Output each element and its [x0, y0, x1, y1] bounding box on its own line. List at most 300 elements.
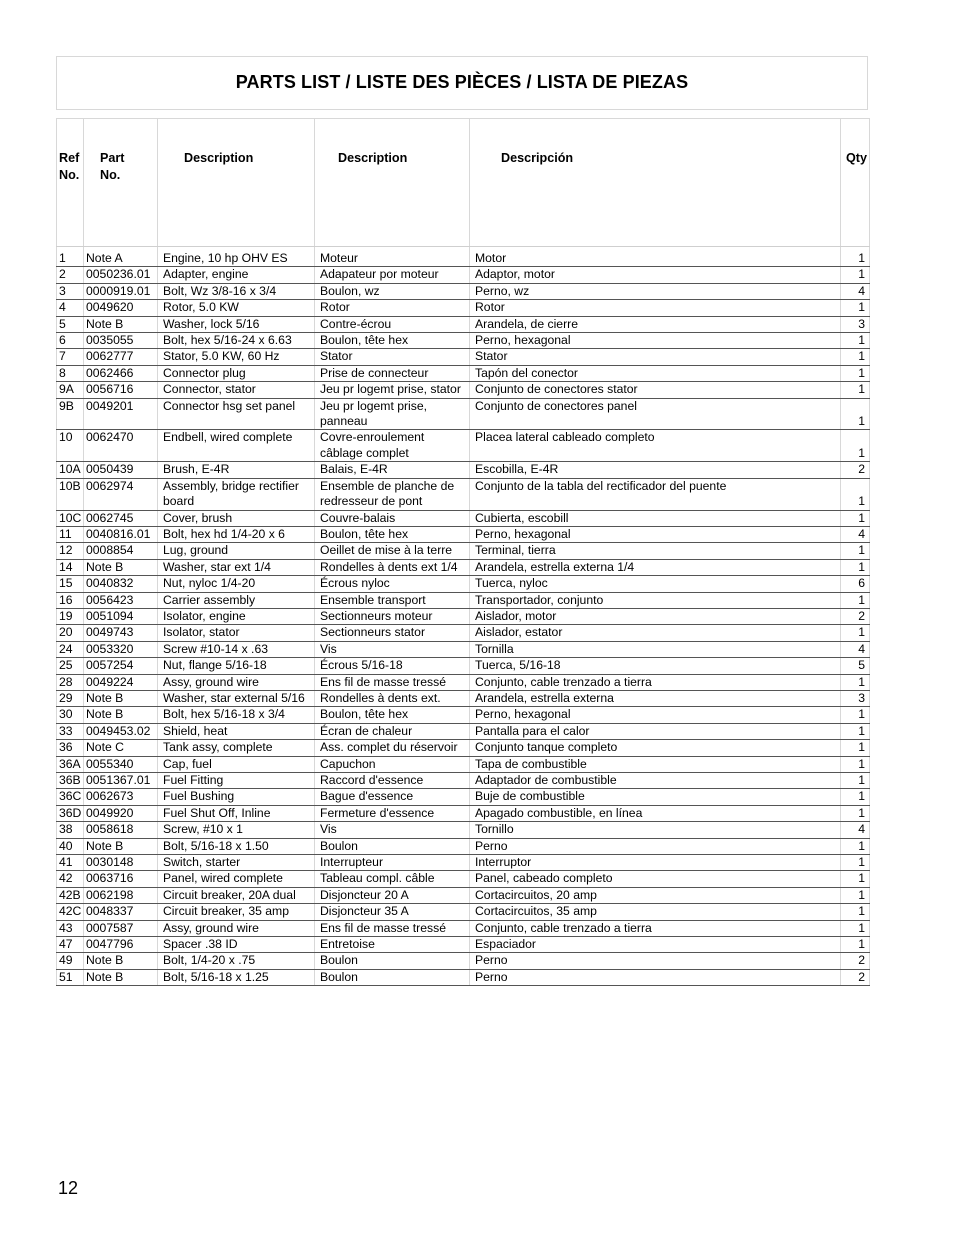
cell-part-no: 0049743: [84, 625, 158, 641]
cell-description-en: Bolt, 5/16-18 x 1.50: [158, 838, 315, 854]
cell-description-en: Connector plug: [158, 365, 315, 381]
cell-ref-no: 36B: [57, 773, 84, 789]
cell-description-es: Pantalla para el calor: [470, 723, 841, 739]
cell-part-no: 0000919.01: [84, 283, 158, 299]
cell-ref-no: 7: [57, 349, 84, 365]
cell-qty: 1: [841, 247, 870, 267]
cell-description-fr: Capuchon: [315, 756, 470, 772]
cell-qty: 1: [841, 543, 870, 559]
cell-qty: 1: [841, 510, 870, 526]
cell-part-no: 0007587: [84, 920, 158, 936]
cell-qty: 2: [841, 953, 870, 969]
cell-description-fr: Disjoncteur 35 A: [315, 904, 470, 920]
cell-description-es: Tuerca, nyloc: [470, 576, 841, 592]
table-row: [57, 805, 870, 821]
cell-part-no: Note B: [84, 838, 158, 854]
table-row: [57, 526, 870, 542]
cell-qty: 1: [841, 855, 870, 871]
cell-description-fr: Ens fil de masse tressé: [315, 674, 470, 690]
table-row: [57, 904, 870, 920]
table-row: [57, 592, 870, 608]
cell-ref-no: 2: [57, 267, 84, 283]
cell-part-no: 0049224: [84, 674, 158, 690]
cell-description-fr: Couvre-balais: [315, 510, 470, 526]
header-ref-no: Ref No.: [57, 119, 84, 247]
cell-part-no: Note B: [84, 316, 158, 332]
table-row: [57, 773, 870, 789]
cell-description-es: Arandela, estrella externa 1/4: [470, 559, 841, 575]
cell-description-es: Tornilla: [470, 641, 841, 657]
cell-ref-no: 5: [57, 316, 84, 332]
cell-description-es: Perno, hexagonal: [470, 333, 841, 349]
cell-description-es: Conjunto de conectores panel: [470, 398, 841, 430]
table-row: [57, 365, 870, 381]
cell-qty: 1: [841, 723, 870, 739]
table-row: [57, 478, 870, 510]
table-row: [57, 658, 870, 674]
cell-part-no: 0062745: [84, 510, 158, 526]
cell-ref-no: 36D: [57, 805, 84, 821]
table-row: [57, 300, 870, 316]
cell-description-en: Cap, fuel: [158, 756, 315, 772]
cell-part-no: 0062198: [84, 887, 158, 903]
cell-ref-no: 3: [57, 283, 84, 299]
cell-qty: 1: [841, 267, 870, 283]
cell-description-es: Arandela, estrella externa: [470, 690, 841, 706]
cell-ref-no: 33: [57, 723, 84, 739]
cell-ref-no: 29: [57, 690, 84, 706]
cell-ref-no: 43: [57, 920, 84, 936]
cell-description-fr: Interrupteur: [315, 855, 470, 871]
cell-description-en: Fuel Fitting: [158, 773, 315, 789]
table-row: [57, 316, 870, 332]
cell-description-es: Panel, cabeado completo: [470, 871, 841, 887]
cell-description-es: Perno, wz: [470, 283, 841, 299]
cell-description-fr: Oeillet de mise à la terre: [315, 543, 470, 559]
cell-description-es: Perno: [470, 838, 841, 854]
cell-qty: 1: [841, 300, 870, 316]
cell-description-en: Circuit breaker, 35 amp: [158, 904, 315, 920]
cell-qty: 4: [841, 283, 870, 299]
cell-description-es: Espaciador: [470, 937, 841, 953]
cell-qty: 1: [841, 333, 870, 349]
cell-ref-no: 9B: [57, 398, 84, 430]
cell-description-es: Cubierta, escobill: [470, 510, 841, 526]
table-row: [57, 430, 870, 462]
cell-part-no: 0040832: [84, 576, 158, 592]
cell-description-fr: Rondelles à dents ext 1/4: [315, 559, 470, 575]
cell-part-no: 0058618: [84, 822, 158, 838]
table-row: [57, 559, 870, 575]
cell-ref-no: 42: [57, 871, 84, 887]
table-row: [57, 871, 870, 887]
cell-description-fr: Vis: [315, 641, 470, 657]
cell-description-fr: Ass. complet du réservoir: [315, 740, 470, 756]
cell-description-fr: Covre-enroulement câblage complet: [315, 430, 470, 462]
cell-qty: 4: [841, 822, 870, 838]
cell-description-fr: Fermeture d'essence: [315, 805, 470, 821]
cell-qty: 1: [841, 478, 870, 510]
table-row: [57, 740, 870, 756]
cell-part-no: Note B: [84, 690, 158, 706]
cell-description-en: Fuel Shut Off, Inline: [158, 805, 315, 821]
cell-description-es: Placea lateral cableado completo: [470, 430, 841, 462]
cell-ref-no: 36: [57, 740, 84, 756]
table-row: [57, 462, 870, 478]
cell-ref-no: 6: [57, 333, 84, 349]
table-row: [57, 543, 870, 559]
cell-description-fr: Sectionneurs moteur: [315, 608, 470, 624]
cell-qty: 1: [841, 838, 870, 854]
cell-description-en: Bolt, 1/4-20 x .75: [158, 953, 315, 969]
cell-ref-no: 10C: [57, 510, 84, 526]
cell-qty: 1: [841, 740, 870, 756]
cell-ref-no: 41: [57, 855, 84, 871]
cell-ref-no: 38: [57, 822, 84, 838]
cell-ref-no: 19: [57, 608, 84, 624]
cell-ref-no: 1: [57, 247, 84, 267]
cell-description-es: Stator: [470, 349, 841, 365]
cell-description-fr: Jeu pr logemt prise, stator: [315, 382, 470, 398]
header-description-es: Descripción: [470, 119, 841, 247]
cell-part-no: 0008854: [84, 543, 158, 559]
cell-description-en: Bolt, hex 5/16-24 x 6.63: [158, 333, 315, 349]
cell-description-en: Switch, starter: [158, 855, 315, 871]
table-row: [57, 887, 870, 903]
cell-qty: 1: [841, 430, 870, 462]
cell-description-en: Screw, #10 x 1: [158, 822, 315, 838]
cell-description-fr: Sectionneurs stator: [315, 625, 470, 641]
cell-part-no: 0050236.01: [84, 267, 158, 283]
table-row: [57, 510, 870, 526]
table-row: [57, 382, 870, 398]
table-row: [57, 855, 870, 871]
cell-description-fr: Écrous 5/16-18: [315, 658, 470, 674]
cell-qty: 3: [841, 316, 870, 332]
cell-description-es: Terminal, tierra: [470, 543, 841, 559]
table-row: [57, 789, 870, 805]
cell-part-no: 0062673: [84, 789, 158, 805]
cell-description-es: Perno, hexagonal: [470, 526, 841, 542]
cell-description-fr: Contre-écrou: [315, 316, 470, 332]
cell-description-fr: Ensemble transport: [315, 592, 470, 608]
cell-ref-no: 36C: [57, 789, 84, 805]
cell-description-es: Cortacircuitos, 20 amp: [470, 887, 841, 903]
cell-description-en: Rotor, 5.0 KW: [158, 300, 315, 316]
table-row: [57, 247, 870, 267]
cell-description-es: Conjunto, cable trenzado a tierra: [470, 920, 841, 936]
table-header-row: [57, 119, 870, 247]
cell-description-en: Isolator, engine: [158, 608, 315, 624]
cell-ref-no: 42B: [57, 887, 84, 903]
cell-description-en: Fuel Bushing: [158, 789, 315, 805]
cell-qty: 1: [841, 756, 870, 772]
table-row: [57, 707, 870, 723]
cell-description-en: Lug, ground: [158, 543, 315, 559]
cell-part-no: 0049201: [84, 398, 158, 430]
cell-description-fr: Ens fil de masse tressé: [315, 920, 470, 936]
cell-description-en: Washer, star external 5/16: [158, 690, 315, 706]
cell-description-fr: Moteur: [315, 247, 470, 267]
table-row: [57, 937, 870, 953]
cell-qty: 4: [841, 641, 870, 657]
cell-ref-no: 20: [57, 625, 84, 641]
cell-part-no: 0035055: [84, 333, 158, 349]
cell-description-fr: Écran de chaleur: [315, 723, 470, 739]
cell-description-es: Tuerca, 5/16-18: [470, 658, 841, 674]
cell-description-es: Tapón del conector: [470, 365, 841, 381]
cell-description-fr: Boulon, tête hex: [315, 707, 470, 723]
table-row: [57, 576, 870, 592]
table-row: [57, 641, 870, 657]
table-row: [57, 953, 870, 969]
cell-part-no: Note A: [84, 247, 158, 267]
cell-description-es: Conjunto de conectores stator: [470, 382, 841, 398]
cell-description-en: Bolt, 5/16-18 x 1.25: [158, 969, 315, 985]
table-row: [57, 756, 870, 772]
cell-qty: 2: [841, 969, 870, 985]
parts-table-body: [57, 247, 870, 986]
cell-part-no: 0062466: [84, 365, 158, 381]
header-qty: Qty: [841, 119, 870, 247]
cell-part-no: 0049453.02: [84, 723, 158, 739]
cell-description-fr: Tableau compl. câble: [315, 871, 470, 887]
cell-part-no: Note B: [84, 969, 158, 985]
cell-qty: 1: [841, 871, 870, 887]
cell-description-en: Bolt, hex 5/16-18 x 3/4: [158, 707, 315, 723]
cell-part-no: 0049920: [84, 805, 158, 821]
cell-description-en: Adapter, engine: [158, 267, 315, 283]
cell-part-no: 0062974: [84, 478, 158, 510]
cell-description-fr: Entretoise: [315, 937, 470, 953]
cell-description-en: Isolator, stator: [158, 625, 315, 641]
cell-description-en: Stator, 5.0 KW, 60 Hz: [158, 349, 315, 365]
cell-description-es: Conjunto tanque completo: [470, 740, 841, 756]
cell-ref-no: 51: [57, 969, 84, 985]
cell-qty: 4: [841, 526, 870, 542]
cell-part-no: 0048337: [84, 904, 158, 920]
cell-ref-no: 9A: [57, 382, 84, 398]
parts-table: [56, 118, 870, 986]
cell-description-fr: Rondelles à dents ext.: [315, 690, 470, 706]
cell-ref-no: 14: [57, 559, 84, 575]
cell-ref-no: 28: [57, 674, 84, 690]
cell-description-fr: Boulon, tête hex: [315, 333, 470, 349]
cell-description-fr: Boulon: [315, 953, 470, 969]
cell-qty: 1: [841, 382, 870, 398]
cell-qty: 5: [841, 658, 870, 674]
cell-description-es: Conjunto de la tabla del rectificador del puente: [470, 478, 841, 510]
cell-part-no: 0053320: [84, 641, 158, 657]
cell-description-fr: Jeu pr logemt prise, panneau: [315, 398, 470, 430]
cell-ref-no: 49: [57, 953, 84, 969]
cell-description-es: Perno: [470, 953, 841, 969]
page-title: PARTS LIST / LISTE DES PIÈCES / LISTA DE PIEZAS: [235, 72, 689, 92]
cell-description-en: Shield, heat: [158, 723, 315, 739]
cell-description-fr: Disjoncteur 20 A: [315, 887, 470, 903]
cell-description-en: Washer, star ext 1/4: [158, 559, 315, 575]
table-row: [57, 333, 870, 349]
cell-description-fr: Rotor: [315, 300, 470, 316]
cell-description-es: Tapa de combustible: [470, 756, 841, 772]
cell-qty: 1: [841, 365, 870, 381]
cell-description-en: Nut, nyloc 1/4-20: [158, 576, 315, 592]
cell-part-no: 0057254: [84, 658, 158, 674]
cell-ref-no: 15: [57, 576, 84, 592]
cell-description-en: Cover, brush: [158, 510, 315, 526]
cell-description-fr: Écrous nyloc: [315, 576, 470, 592]
cell-ref-no: 36A: [57, 756, 84, 772]
cell-description-en: Washer, lock 5/16: [158, 316, 315, 332]
cell-description-es: Buje de combustible: [470, 789, 841, 805]
cell-ref-no: 11: [57, 526, 84, 542]
cell-qty: 2: [841, 462, 870, 478]
cell-ref-no: 12: [57, 543, 84, 559]
cell-qty: 6: [841, 576, 870, 592]
cell-qty: 1: [841, 937, 870, 953]
cell-description-es: Adaptor, motor: [470, 267, 841, 283]
table-row: [57, 283, 870, 299]
cell-description-es: Aislador, motor: [470, 608, 841, 624]
table-row: [57, 838, 870, 854]
cell-description-es: Adaptador de combustible: [470, 773, 841, 789]
cell-description-en: Nut, flange 5/16-18: [158, 658, 315, 674]
cell-description-en: Carrier assembly: [158, 592, 315, 608]
cell-part-no: 0062470: [84, 430, 158, 462]
cell-part-no: 0063716: [84, 871, 158, 887]
cell-part-no: 0050439: [84, 462, 158, 478]
cell-part-no: 0040816.01: [84, 526, 158, 542]
cell-qty: 1: [841, 789, 870, 805]
cell-description-es: Escobilla, E-4R: [470, 462, 841, 478]
table-row: [57, 969, 870, 985]
cell-part-no: Note C: [84, 740, 158, 756]
table-row: [57, 398, 870, 430]
cell-qty: 1: [841, 773, 870, 789]
table-row: [57, 920, 870, 936]
cell-part-no: 0062777: [84, 349, 158, 365]
cell-description-es: Conjunto, cable trenzado a tierra: [470, 674, 841, 690]
cell-description-es: Tornillo: [470, 822, 841, 838]
cell-description-en: Assy, ground wire: [158, 674, 315, 690]
cell-description-en: Bolt, Wz 3/8-16 x 3/4: [158, 283, 315, 299]
cell-ref-no: 10: [57, 430, 84, 462]
table-row: [57, 723, 870, 739]
cell-description-en: Panel, wired complete: [158, 871, 315, 887]
header-part-no: Part No.: [84, 119, 158, 247]
table-row: [57, 349, 870, 365]
cell-description-es: Perno: [470, 969, 841, 985]
cell-description-fr: Bague d'essence: [315, 789, 470, 805]
cell-description-es: Aislador, estator: [470, 625, 841, 641]
cell-qty: 1: [841, 559, 870, 575]
cell-description-es: Apagado combustible, en línea: [470, 805, 841, 821]
cell-description-es: Perno, hexagonal: [470, 707, 841, 723]
cell-description-fr: Ensemble de planche de redresseur de pont: [315, 478, 470, 510]
cell-description-en: Assy, ground wire: [158, 920, 315, 936]
cell-ref-no: 30: [57, 707, 84, 723]
cell-part-no: 0047796: [84, 937, 158, 953]
cell-description-en: Connector hsg set panel: [158, 398, 315, 430]
table-row: [57, 822, 870, 838]
cell-qty: 1: [841, 707, 870, 723]
cell-description-fr: Prise de connecteur: [315, 365, 470, 381]
cell-part-no: 0030148: [84, 855, 158, 871]
cell-description-fr: Stator: [315, 349, 470, 365]
table-row: [57, 267, 870, 283]
cell-description-es: Motor: [470, 247, 841, 267]
cell-ref-no: 25: [57, 658, 84, 674]
cell-description-fr: Boulon, wz: [315, 283, 470, 299]
cell-ref-no: 42C: [57, 904, 84, 920]
table-row: [57, 608, 870, 624]
cell-description-es: Interruptor: [470, 855, 841, 871]
cell-qty: 1: [841, 920, 870, 936]
cell-part-no: 0051094: [84, 608, 158, 624]
cell-description-en: Tank assy, complete: [158, 740, 315, 756]
cell-qty: 2: [841, 608, 870, 624]
table-row: [57, 625, 870, 641]
cell-description-en: Brush, E-4R: [158, 462, 315, 478]
cell-part-no: 0051367.01: [84, 773, 158, 789]
cell-part-no: 0056423: [84, 592, 158, 608]
cell-qty: 1: [841, 592, 870, 608]
cell-qty: 1: [841, 805, 870, 821]
cell-description-en: Bolt, hex hd 1/4-20 x 6: [158, 526, 315, 542]
cell-description-en: Engine, 10 hp OHV ES: [158, 247, 315, 267]
cell-description-fr: Balais, E-4R: [315, 462, 470, 478]
cell-description-en: Connector, stator: [158, 382, 315, 398]
cell-part-no: Note B: [84, 559, 158, 575]
cell-description-es: Arandela, de cierre: [470, 316, 841, 332]
cell-description-en: Circuit breaker, 20A dual: [158, 887, 315, 903]
cell-description-en: Screw #10-14 x .63: [158, 641, 315, 657]
cell-ref-no: 40: [57, 838, 84, 854]
title-box: [56, 56, 868, 110]
cell-ref-no: 10B: [57, 478, 84, 510]
cell-part-no: Note B: [84, 953, 158, 969]
cell-part-no: Note B: [84, 707, 158, 723]
cell-qty: 1: [841, 349, 870, 365]
cell-description-en: Spacer .38 ID: [158, 937, 315, 953]
cell-qty: 1: [841, 887, 870, 903]
cell-description-fr: Raccord d'essence: [315, 773, 470, 789]
cell-ref-no: 8: [57, 365, 84, 381]
cell-ref-no: 47: [57, 937, 84, 953]
header-description-fr: Description: [315, 119, 470, 247]
cell-ref-no: 4: [57, 300, 84, 316]
cell-description-es: Rotor: [470, 300, 841, 316]
table-row: [57, 690, 870, 706]
header-description-en: Description: [158, 119, 315, 247]
cell-description-fr: Vis: [315, 822, 470, 838]
cell-description-es: Transportador, conjunto: [470, 592, 841, 608]
cell-part-no: 0055340: [84, 756, 158, 772]
cell-description-fr: Adapateur por moteur: [315, 267, 470, 283]
cell-qty: 1: [841, 904, 870, 920]
table-row: [57, 674, 870, 690]
cell-description-fr: Boulon: [315, 969, 470, 985]
cell-description-fr: Boulon: [315, 838, 470, 854]
page-number: 12: [58, 1178, 79, 1198]
cell-description-en: Assembly, bridge rectifier board: [158, 478, 315, 510]
cell-ref-no: 16: [57, 592, 84, 608]
cell-description-fr: Boulon, tête hex: [315, 526, 470, 542]
cell-qty: 1: [841, 625, 870, 641]
cell-ref-no: 24: [57, 641, 84, 657]
cell-ref-no: 10A: [57, 462, 84, 478]
cell-description-en: Endbell, wired complete: [158, 430, 315, 462]
